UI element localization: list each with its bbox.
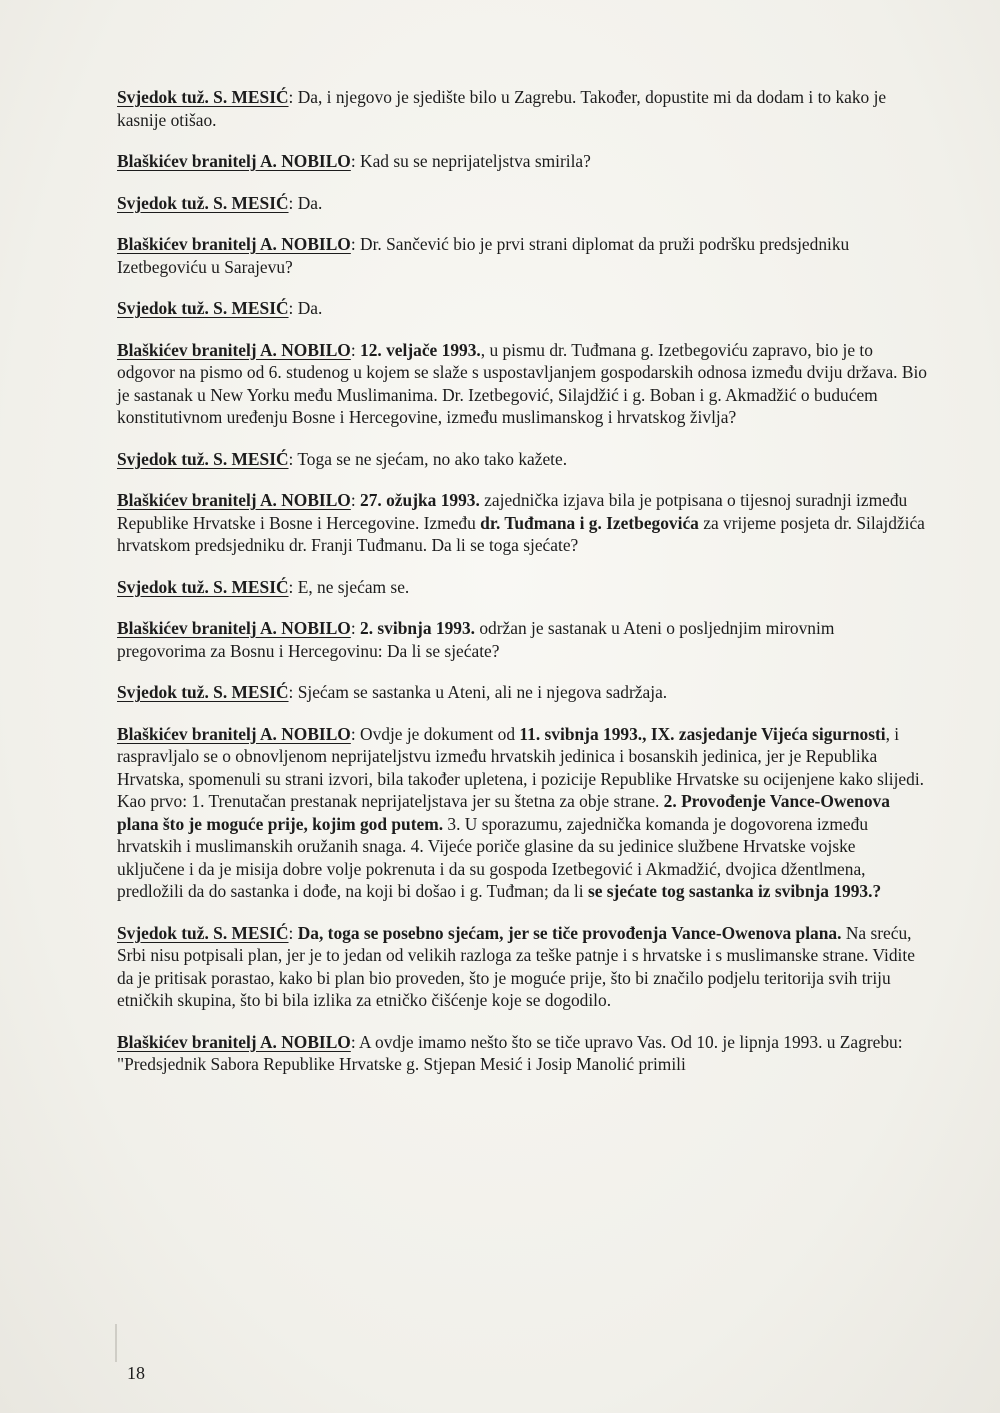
paragraph-text: : (350, 618, 361, 638)
paragraph-text: : Sjećam se sastanka u Ateni, ali ne i njegova sadržaja. (288, 682, 668, 702)
transcript-paragraph (117, 922, 927, 1012)
transcript-paragraph (117, 192, 927, 215)
speaker-label: Svjedok tuž. S. MESIĆ (117, 448, 289, 469)
paragraph-text: : A ovdje imamo nešto što se tiče upravo Vas. Od 10. je lipnja 1993. u Zagrebu: "Predsjednik Sabora Republike Hrvatske g. Stjepan Mesić i Josip Manolić primili (117, 1031, 903, 1074)
transcript-paragraph (117, 1031, 927, 1076)
paragraph-text: , u pismu dr. Tuđmana g. Izetbegoviću zapravo, bio je to odgovor na pismo od 6. studenog u kojem se slaže s uspostavljanjem gospodarskih odnosa između dviju država. Bio je sastanak u New Yorku među Muslimanima. Dr. Izetbegović, Silajdžić i g. Boban i g. Akmadžić o budućem konstitutivnom uređenju Bosne i Hercegovine, između muslimanskog i hrvatskog življa? (117, 339, 927, 427)
emphasis-text: 2. Provođenje Vance-Owenova plana što je moguće prije, kojim god putem. (117, 791, 890, 834)
transcript-paragraph (117, 576, 927, 599)
speaker-label: Blaškićev branitelj A. NOBILO (117, 723, 351, 744)
transcript-paragraph (117, 489, 927, 557)
transcript-paragraph (117, 86, 927, 131)
transcript-paragraph (117, 297, 927, 320)
transcript-paragraph (117, 233, 927, 278)
paragraph-text: : Da, i njegovo je sjedište bilo u Zagrebu. Također, dopustite mi da dodam i to kako je kasnije otišao. (117, 87, 887, 130)
paragraph-text: : Toga se ne sjećam, no ako tako kažete. (288, 448, 568, 469)
paragraph-text: za vrijeme posjeta dr. Silajdžića hrvatskom predsjedniku dr. Franji Tuđmanu. Da li se toga sjećate? (117, 512, 925, 555)
paragraph-text: : Dr. Sančević bio je prvi strani diplomat da pruži podršku predsjedniku Izetbegoviću u Sarajevu? (117, 234, 850, 277)
speaker-label: Blaškićev branitelj A. NOBILO (117, 234, 351, 254)
paragraph-text: : (288, 922, 298, 943)
transcript-paragraph (117, 723, 927, 903)
paragraph-text: : E, ne sjećam se. (288, 576, 410, 597)
transcript-paragraph (117, 339, 927, 429)
paragraph-text: : Da. (288, 298, 323, 318)
paragraph-text: održan je sastanak u Ateni o posljednjim mirovnim pregovorima za Bosnu i Hercegovinu: Da li se sjećate? (117, 618, 835, 661)
emphasis-text: 27. ožujka 1993. (360, 490, 480, 510)
paragraph-text: Na sreću, Srbi nisu potpisali plan, jer je to jedan od velikih razloga za teške patnje i s hrvatske i s muslimanske strane. Vidite da je pritisak porastao, kako bi plan bio proveden, što je moguće prije, što bi značilo podjelu teritorija svih triju etničkih skupina, što bi bila izlika za etničko čišćenje koje se dogodilo. (117, 922, 915, 1010)
speaker-label: Blaškićev branitelj A. NOBILO (117, 490, 351, 510)
emphasis-text: Da, toga se posebno sjećam, jer se tiče provođenja Vance-Owenova plana. (297, 922, 842, 943)
paragraph-text: , i raspravljalo se o obnovljenom neprijateljstvu između hrvatskih jedinica i bosanskih jedinica, jer je Republika Hrvatska, spomenuli su strani izvori, bila također upletena, i pozicije Republike Hrvatske su ocijenjene kako slijedi. Kao prvo: 1. Trenutačan prestanak neprijateljstava jer su štetna za obje strane. (117, 723, 925, 811)
paragraph-text: : Ovdje je dokument od (350, 723, 520, 744)
paragraph-text: : Kad su se neprijateljstva smirila? (350, 151, 591, 171)
speaker-label: Blaškićev branitelj A. NOBILO (117, 618, 351, 638)
emphasis-text: 12. veljače 1993. (360, 339, 481, 360)
transcript-paragraph (117, 617, 927, 662)
emphasis-text: 2. svibnja 1993. (360, 618, 476, 638)
paragraph-text: : (350, 339, 361, 360)
margin-mark (115, 1324, 117, 1362)
speaker-label: Svjedok tuž. S. MESIĆ (117, 192, 289, 213)
paragraph-text: zajednička izjava bila je potpisana o tijesnoj suradnji između Republike Hrvatske i Bosne i Hercegovine. Između (117, 490, 908, 533)
transcript-paragraph (117, 681, 927, 704)
speaker-label: Blaškićev branitelj A. NOBILO (117, 151, 351, 171)
emphasis-text: 11. svibnja 1993., IX. zasjedanje Vijeća sigurnosti (519, 723, 886, 744)
transcript-paragraph (117, 150, 927, 173)
speaker-label: Svjedok tuž. S. MESIĆ (117, 576, 289, 597)
transcript-paragraph (117, 448, 927, 471)
transcript-body (117, 86, 927, 1095)
speaker-label: Blaškićev branitelj A. NOBILO (117, 339, 351, 360)
speaker-label: Svjedok tuž. S. MESIĆ (117, 298, 289, 318)
speaker-label: Svjedok tuž. S. MESIĆ (117, 922, 289, 943)
page-number: 18 (127, 1363, 145, 1383)
speaker-label: Svjedok tuž. S. MESIĆ (117, 682, 289, 702)
paragraph-text: 3. U sporazumu, zajednička komanda je dogovorena između hrvatskih i muslimanskih oružanih snaga. 4. Vijeće poriče glasine da su jedinice službene Hrvatske vojske uključene i da je misija dobre volje pokrenuta i da su gospoda Izetbegović i Akmadžić, dvojica džentlmena, predložili da do sastanka i dođe, na koji bi došao i g. Tuđman; da li (117, 813, 869, 901)
paragraph-text: : (350, 490, 361, 510)
speaker-label: Blaškićev branitelj A. NOBILO (117, 1031, 351, 1052)
emphasis-text: dr. Tuđmana i g. Izetbegovića (480, 512, 699, 533)
paragraph-text: : Da. (288, 192, 323, 213)
speaker-label: Svjedok tuž. S. MESIĆ (117, 87, 289, 107)
emphasis-text: se sjećate tog sastanka iz svibnja 1993.? (587, 881, 882, 901)
